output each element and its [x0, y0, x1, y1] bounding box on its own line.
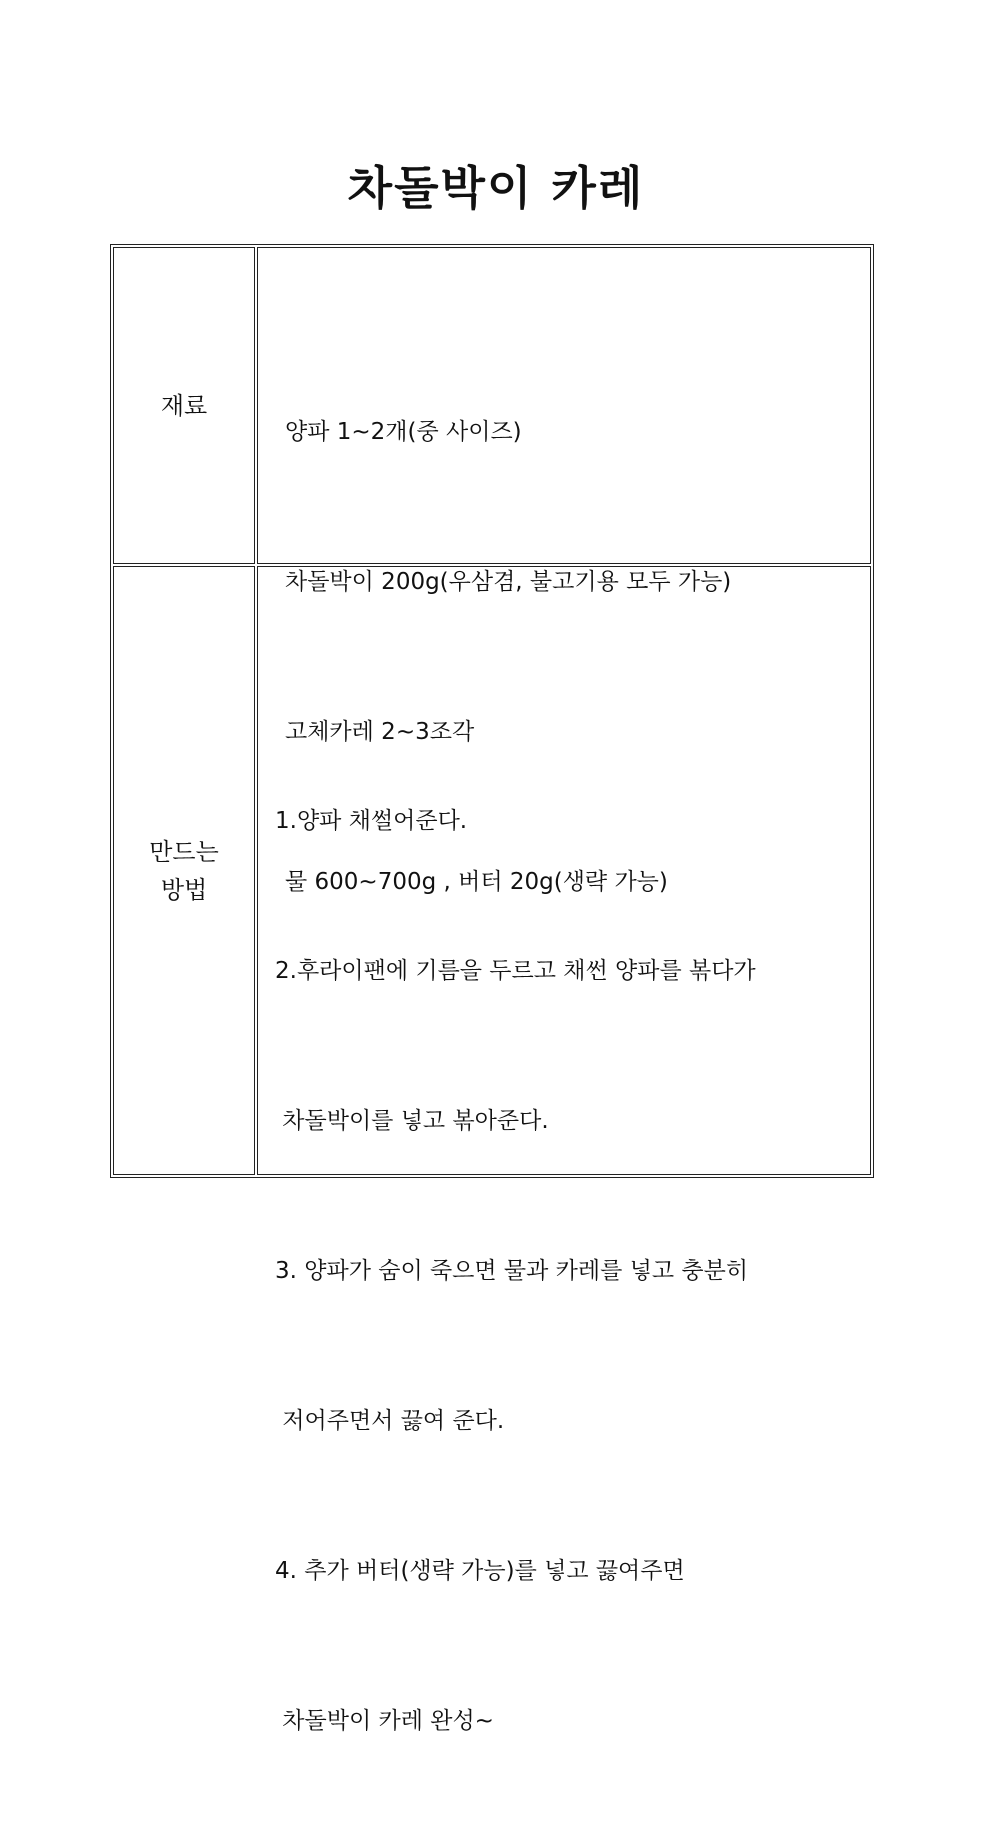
method-line: 차돌박이 카레 완성~ — [275, 1708, 494, 1734]
method-steps — [275, 696, 756, 1846]
ingredient-item: 양파 1~2개(중 사이즈) — [285, 419, 522, 445]
method-line: 저어주면서 끓여 준다. — [275, 1408, 505, 1434]
ingredient-item: 차돌박이 200g(우삼겸, 불고기용 모두 가능) — [285, 569, 732, 595]
method-label-cell — [113, 566, 255, 1175]
ingredient-item: 물 600~700g , 버터 20g(생략 가능) — [285, 869, 668, 895]
ingredient-item: 고체카레 2~3조각 — [285, 719, 475, 745]
method-label-line1: 만드는 — [149, 837, 219, 866]
method-line: 3. 양파가 숨이 죽으면 물과 카레를 넣고 충분히 — [275, 1258, 749, 1284]
ingredients-label: 재료 — [160, 391, 208, 420]
page-title: 차돌박이 카레 — [347, 161, 645, 215]
method-content-cell — [257, 566, 871, 1734]
method-label-line2: 방법 — [160, 875, 208, 904]
method-line: 1.양파 채썰어준다. — [275, 808, 468, 834]
method-line: 4. 추가 버터(생략 가능)를 넣고 끓여주면 — [275, 1558, 685, 1584]
method-line: 2.후라이팬에 기름을 두르고 채썬 양파를 볶다가 — [275, 958, 756, 984]
method-line: 차돌박이를 넣고 볶아준다. — [275, 1108, 549, 1134]
ingredients-label-cell — [113, 247, 255, 564]
